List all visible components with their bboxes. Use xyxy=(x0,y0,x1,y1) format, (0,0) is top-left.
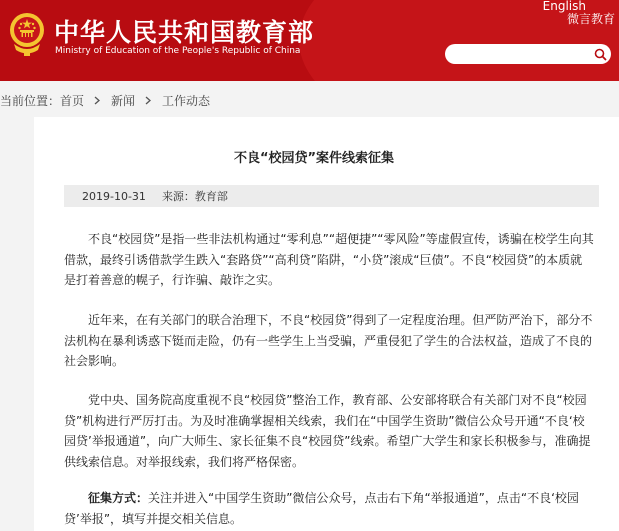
article-source: 来源：教育部 xyxy=(161,190,228,203)
collection-method-label: 征集方式： xyxy=(88,491,149,505)
breadcrumb-work-news[interactable]: 工作动态 xyxy=(162,93,211,108)
breadcrumb-prefix: 当前位置： xyxy=(0,93,61,108)
article-meta xyxy=(64,185,599,207)
article-paragraph: 党中央、国务院高度重视不良“校园贷”整治工作，教育部、公安部将联合有关部门对不良“校园贷”机构进行严厉打击。为及时准确掌握相关线索，我们在“中国学生资助”微信公众号开通“不良‘校园贷’举报通道”，向广大师生、家长征集不良“校园贷”线索。希望广大学生和家长积极参与，准确提供线索信息。对举报线索，我们将严格保密。 xyxy=(64,393,591,469)
breadcrumb-home[interactable]: 首页 xyxy=(60,93,85,108)
chevron-right-icon xyxy=(145,96,152,105)
breadcrumb-news[interactable]: 新闻 xyxy=(111,93,136,108)
english-link[interactable]: English xyxy=(542,0,586,13)
search-input[interactable] xyxy=(445,44,611,64)
search-button[interactable] xyxy=(591,46,609,62)
wechat-link[interactable]: 微言教育 xyxy=(566,12,615,26)
article-date: 2019-10-31 xyxy=(82,189,146,203)
collection-method-text: 关注并进入“中国学生资助”微信公众号，点击右下角“举报通道”，点击“不良‘校园贷’举报”，填写并提交相关信息。 xyxy=(64,491,579,526)
national-emblem-icon[interactable] xyxy=(8,10,46,58)
article-paragraph: 近年来，在有关部门的联合治理下，不良“校园贷”得到了一定程度治理。但严防严治下，部分不法机构在暴利诱惑下铤而走险，仍有一些学生上当受骗，严重侵犯了学生的合法权益，造成了不良的社会影响。 xyxy=(64,313,593,368)
search-icon xyxy=(594,48,607,61)
article-paragraph: 不良“校园贷”是指一些非法机构通过“零利息”“超便捷”“零风险”等虚假宣传，诱骗在校学生向其借款，最终引诱借款学生跌入“套路贷”“高利贷”陷阱，“小贷”滚成“巨债”。不良“校园贷”的本质就是打着善意的幌子，行诈骗、敲诈之实。 xyxy=(64,232,594,287)
article-title: 不良“校园贷”案件线索征集 xyxy=(233,151,395,166)
site-title[interactable]: 中华人民共和国教育部 xyxy=(54,18,315,47)
collection-method-paragraph xyxy=(64,488,594,529)
article-container xyxy=(34,117,619,531)
site-header xyxy=(0,0,619,81)
chevron-right-icon xyxy=(94,96,101,105)
site-subtitle: Ministry of Education of the People's Republic of China xyxy=(55,46,301,56)
breadcrumb xyxy=(0,89,210,111)
